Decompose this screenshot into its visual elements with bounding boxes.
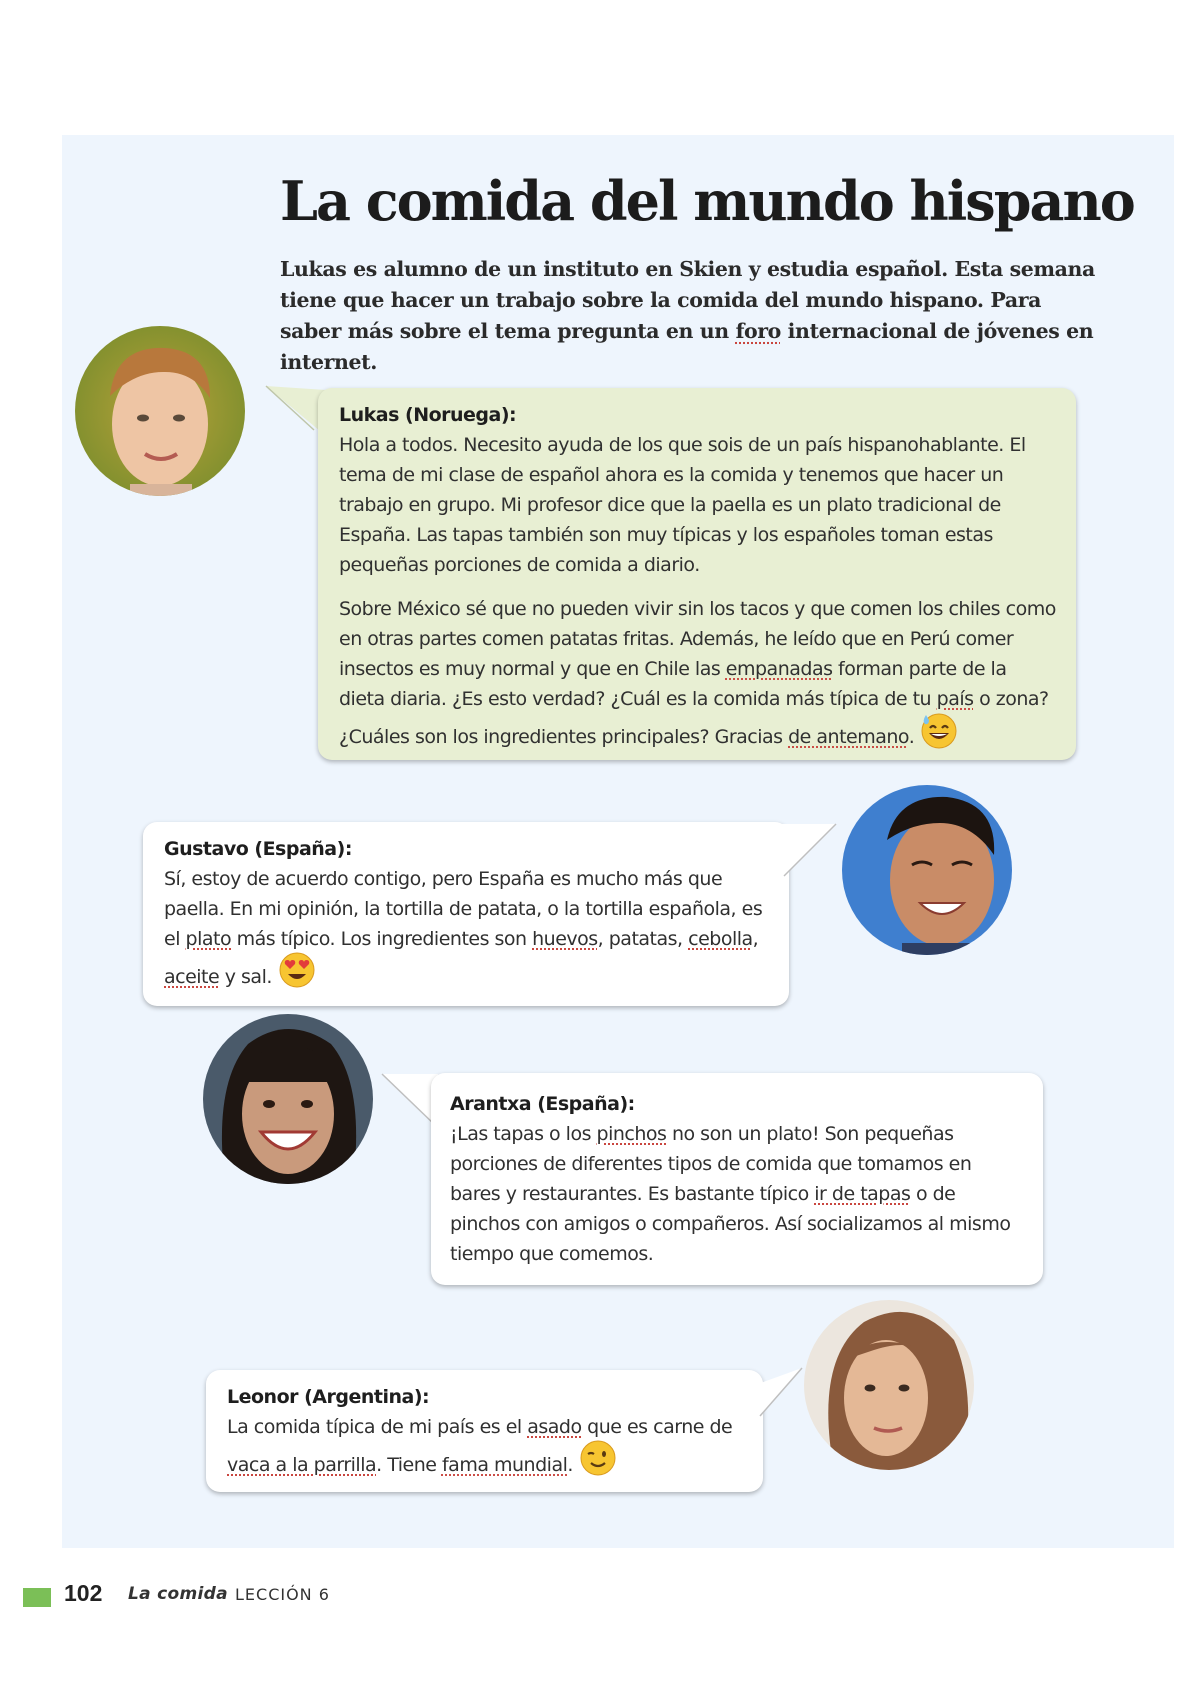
bubble-tail [780, 820, 840, 880]
post-leonor [206, 1370, 763, 1492]
grinning-sweat-emoji-icon [920, 711, 958, 758]
avatar-gustavo [842, 785, 1012, 955]
spell-marked-word: de antemano [788, 726, 909, 748]
avatar-lukas [75, 326, 245, 496]
avatar-arantxa [203, 1014, 373, 1184]
winking-emoji-icon [579, 1439, 617, 1486]
spell-marked-word: cebolla [688, 928, 753, 950]
avatar-leonor [804, 1300, 974, 1470]
page-number: 102 [64, 1580, 103, 1606]
post-gustavo [143, 822, 789, 1006]
post-text: Hola a todos. Necesito ayuda de los que sois de un país hispanohablante. El tema de mi clase de español ahora es la comida y tenemos que hacer un trabajo en grupo. Mi profesor dice que la paella es un plato tradicional de España. Las tapas también son muy típicas y los españoles toman estas pequeñas porciones de comida a diario. [339, 434, 1026, 576]
spell-marked-word: pinchos [596, 1123, 667, 1145]
spell-marked-word: empanadas [725, 658, 833, 680]
heart-eyes-emoji-icon [278, 951, 316, 998]
spell-marked-word: aceite [164, 966, 220, 988]
post-arantxa [431, 1073, 1043, 1285]
spell-marked-word: asado [527, 1416, 582, 1438]
post-text: Sí, estoy de acuerdo contigo, pero España es mucho más que paella. En mi opinión, la tortilla de patata, o la tortilla española, es el plato más típico. Los ingredientes son huevos, patatas, cebolla, aceite y sal. [164, 868, 762, 988]
post-author: Gustavo (España): [164, 838, 352, 860]
post-text: La comida típica de mi país es el asado que es carne de vaca a la parrilla. Tiene fama mundial. [227, 1416, 732, 1476]
post-text: Sobre México sé que no pueden vivir sin los tacos y que comen los chiles como en otras partes comen patatas fritas. Además, he leído que en Perú comer insectos es muy normal y que en Chile las empanadas forman parte de la dieta diaria. ¿Es esto verdad? ¿Cuál es la comida más típica de tu país o zona? ¿Cuáles son los ingredientes principales? Gracias de antemano. [339, 594, 1056, 761]
page-title: La comida del mundo hispano [280, 169, 1134, 233]
intro-paragraph: Lukas es alumno de un instituto en Skien y estudia español. Esta semana tiene que hacer un trabajo sobre la comida del mundo hispano. Para saber más sobre el tema pregunta en un foro internacional de jóvenes en internet. [280, 257, 1095, 374]
post-author: Lukas (Noruega): [339, 404, 517, 426]
bubble-tail [756, 1366, 806, 1422]
footer-accent-bar [23, 1588, 51, 1607]
footer-lesson: LECCIÓN 6 [235, 1585, 330, 1604]
spell-marked-word: plato [185, 928, 232, 950]
footer-title: La comida [128, 1584, 228, 1604]
post-lukas [318, 388, 1076, 760]
spell-marked-word: vaca a la parrilla [227, 1454, 377, 1476]
post-author: Leonor (Argentina): [227, 1386, 430, 1408]
spell-marked-word: fama mundial [441, 1454, 568, 1476]
post-author: Arantxa (España): [450, 1093, 635, 1115]
spell-marked-word: foro [735, 319, 781, 343]
spell-marked-word: ir de tapas [814, 1183, 911, 1205]
spell-marked-word: país [936, 688, 974, 710]
spell-marked-word: huevos [532, 928, 598, 950]
post-text: ¡Las tapas o los pinchos no son un plato! Son pequeñas porciones de diferentes tipos de comida que tomamos en bares y restaurantes. Es bastante típico ir de tapas o de pinchos con amigos o compañeros. Así socializamos al mismo tiempo que comemos. [450, 1123, 1011, 1265]
